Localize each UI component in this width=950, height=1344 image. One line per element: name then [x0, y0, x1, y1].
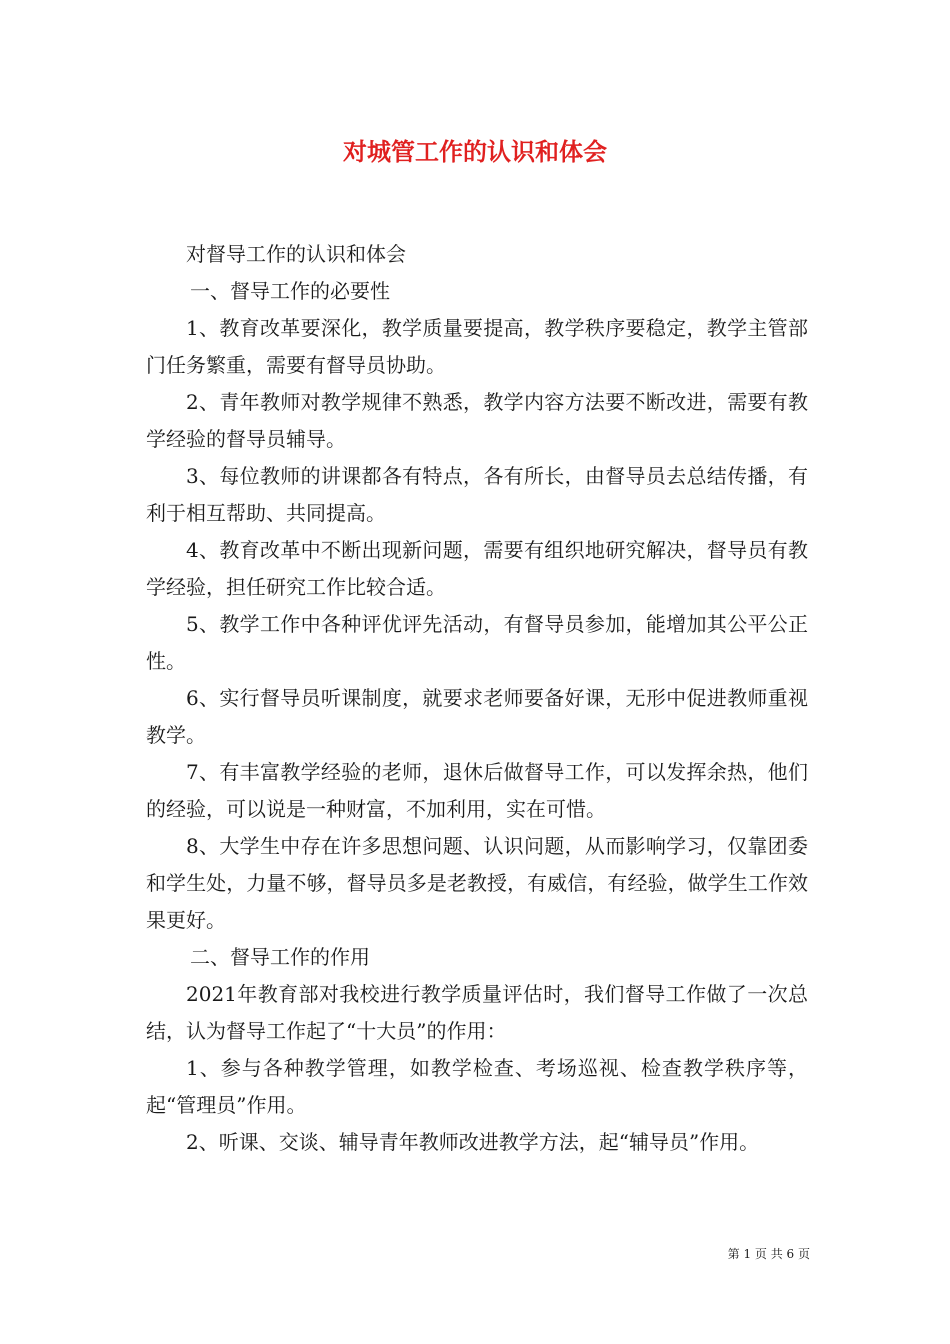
paragraph: 3、每位教师的讲课都各有特点，各有所长，由督导员去总结传播，有利于相互帮助、共同提高。	[146, 464, 808, 525]
paragraph: 6、实行督导员听课制度，就要求老师要备好课，无形中促进教师重视教学。	[146, 686, 808, 747]
paragraph-subtitle: 对督导工作的认识和体会	[186, 242, 406, 266]
paragraph: 2、听课、交谈、辅导青年教师改进教学方法，起“辅导员”作用。	[186, 1130, 760, 1154]
section-heading-2: 二、督导工作的作用	[190, 945, 370, 969]
paragraph: 4、教育改革中不断出现新问题，需要有组织地研究解决，督导员有教学经验，担任研究工作比较合适。	[146, 538, 808, 599]
paragraph: 5、教学工作中各种评优评先活动，有督导员参加，能增加其公平公正性。	[146, 612, 808, 673]
paragraph: 2021年教育部对我校进行教学质量评估时，我们督导工作做了一次总结，认为督导工作起了“十大员”的作用：	[146, 982, 808, 1043]
paragraph: 1、教育改革要深化，教学质量要提高，教学秩序要稳定，教学主管部门任务繁重，需要有督导员协助。	[146, 316, 808, 377]
paragraph: 7、有丰富教学经验的老师，退休后做督导工作，可以发挥余热，他们的经验，可以说是一种财富，不加利用，实在可惜。	[146, 760, 808, 821]
section-heading-1: 一、督导工作的必要性	[190, 279, 390, 303]
page-title: 对城管工作的认识和体会	[343, 137, 607, 166]
paragraph: 2、青年教师对教学规律不熟悉，教学内容方法要不断改进，需要有教学经验的督导员辅导。	[146, 390, 808, 451]
paragraph: 8、大学生中存在许多思想问题、认识问题，从而影响学习，仅靠团委和学生处，力量不够，督导员多是老教授，有威信，有经验，做学生工作效果更好。	[146, 834, 808, 932]
document-body	[146, 236, 808, 1161]
page-number: 第 1 页 共 6 页	[727, 1247, 810, 1261]
paragraph: 1、参与各种教学管理，如教学检查、考场巡视、检查教学秩序等，起“管理员”作用。	[146, 1056, 808, 1117]
